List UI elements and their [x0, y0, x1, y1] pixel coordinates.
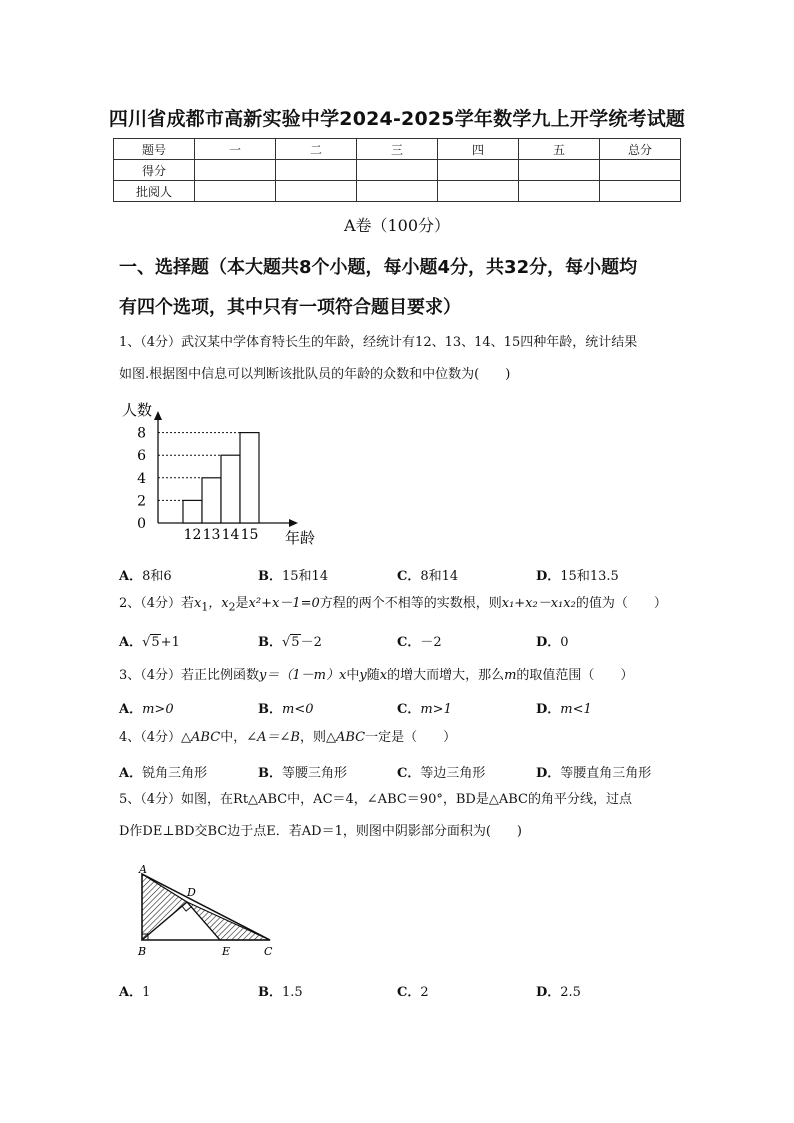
row-label: 得分	[114, 160, 195, 181]
radicand: 5	[151, 635, 160, 650]
option-label: C．	[397, 635, 421, 650]
q5-triangle-figure	[130, 860, 280, 964]
option-label: B．	[258, 702, 282, 717]
option-label: C．	[397, 569, 421, 584]
option-text: －2	[420, 635, 442, 650]
option-label: D．	[536, 635, 561, 650]
chart-xlabel: 年龄	[285, 529, 316, 547]
option-text: 1	[142, 985, 151, 1000]
score-table	[113, 138, 681, 202]
header-cell: 二	[276, 139, 357, 160]
q1-text-line1: 1、（4分）武汉某中学体育特长生的年龄，经统计有12、13、14、15四种年龄，统计结果	[119, 335, 638, 350]
q1-option-b[interactable]	[258, 565, 328, 584]
score-cell[interactable]	[276, 160, 357, 181]
q2-equation: x²+x－1=0	[248, 596, 320, 611]
q5-text-line1: 5、（4分）如图，在Rt△ABC中，AC＝4，∠ABC＝90°，BD是△ABC的角平分线，过点	[119, 792, 632, 807]
q4-triangle: △ABC	[325, 730, 366, 745]
score-row	[114, 160, 681, 181]
q4-text	[119, 723, 679, 753]
radicand: 5	[291, 635, 300, 650]
q2-num: 2、（4分）若	[119, 596, 195, 611]
q2-option-d[interactable]	[536, 631, 569, 650]
q4-part: 中，	[220, 730, 247, 745]
q2-option-a[interactable]: A．√5+1	[119, 635, 180, 650]
q4-angles: ∠A＝∠B	[246, 730, 300, 745]
q5-option-d[interactable]	[536, 981, 581, 1000]
chart-x-tick-label: 15	[240, 527, 259, 543]
q3-option-d[interactable]	[536, 698, 592, 717]
option-text: +1	[160, 635, 180, 650]
option-label: A．	[119, 635, 143, 650]
q1-option-a[interactable]	[119, 565, 172, 584]
option-text: 2	[420, 985, 429, 1000]
option-label: B．	[258, 569, 282, 584]
option-label: B．	[258, 985, 282, 1000]
q4-option-a[interactable]	[119, 762, 207, 781]
header-cell: 题号	[114, 139, 195, 160]
grader-cell[interactable]	[357, 181, 438, 202]
option-label: A．	[119, 702, 143, 717]
chart-y-tick-label: 4	[137, 470, 146, 487]
q3-function: y＝（1－m）x	[259, 668, 347, 683]
header-cell: 四	[438, 139, 519, 160]
point-label-c: C	[264, 945, 273, 958]
score-table-header-row	[114, 139, 681, 160]
q3-part: 3、（4分）若正比例函数	[119, 668, 260, 683]
q2-connector: 方程的两个不相等的实数根，则	[319, 596, 502, 611]
score-cell[interactable]	[600, 160, 681, 181]
option-label: D．	[536, 702, 561, 717]
chart-bar	[221, 455, 240, 523]
q3-option-b[interactable]	[258, 698, 314, 717]
option-text: －2	[300, 635, 322, 650]
chart-x-tick-label: 14	[221, 527, 240, 543]
q5-option-a[interactable]	[119, 981, 150, 1000]
q2-var: ，x	[208, 596, 229, 611]
header-cell: 总分	[600, 139, 681, 160]
option-text: 等腰三角形	[282, 766, 348, 781]
option-label: B．	[258, 635, 282, 650]
q1-text-line2: 如图.根据图中信息可以判断该批队员的年龄的众数和中位数为( )	[119, 367, 511, 382]
option-label: B．	[258, 766, 282, 781]
q2-var: x	[194, 596, 202, 611]
q2-option-b[interactable]: B．√5－2	[258, 635, 322, 650]
row-label: 批阅人	[114, 181, 195, 202]
option-text: 2.5	[560, 985, 581, 1000]
option-label: D．	[536, 766, 561, 781]
option-label: C．	[397, 702, 421, 717]
option-text: 8和14	[420, 569, 459, 584]
option-label: A．	[119, 985, 143, 1000]
option-label: D．	[536, 569, 561, 584]
q3-var: y	[359, 668, 367, 683]
option-text: 锐角三角形	[142, 766, 208, 781]
q3-option-c[interactable]	[397, 698, 452, 717]
q3-part: 的增大而增大，那么	[387, 668, 505, 683]
q2-expression: x₁+x₂－x₁x₂	[501, 596, 576, 611]
q3-part: 随	[366, 668, 380, 683]
option-text: 15和14	[282, 569, 329, 584]
chart-ylabel: 人数	[122, 401, 153, 419]
option-label: A．	[119, 569, 143, 584]
q5-option-b[interactable]	[258, 981, 303, 1000]
score-cell[interactable]	[519, 160, 600, 181]
option-label: C．	[397, 985, 421, 1000]
q3-part: 中	[346, 668, 360, 683]
chart-x-tick-label: 12	[183, 527, 202, 543]
chart-y-tick-label: 8	[137, 425, 146, 442]
point-label-a: A	[139, 863, 147, 876]
chart-bar	[240, 433, 259, 523]
header-cell: 三	[357, 139, 438, 160]
header-cell: 一	[195, 139, 276, 160]
option-text: m<0	[282, 702, 314, 717]
q3-var: m	[504, 668, 517, 683]
q4-option-d[interactable]	[536, 762, 651, 781]
grader-cell[interactable]	[276, 181, 357, 202]
exam-title: 四川省成都市高新实验中学2024-2025学年数学九上开学统考试题	[108, 108, 686, 130]
q1-option-c[interactable]	[397, 565, 458, 584]
part1-heading-line1: 一、选择题（本大题共8个小题，每小题4分，共32分，每小题均	[119, 257, 638, 278]
q4-part: 4、（4分）	[119, 730, 182, 745]
q2-tail: 的值为（ ）	[575, 596, 667, 611]
right-angle-mark-d	[182, 906, 191, 911]
grader-cell[interactable]	[438, 181, 519, 202]
grader-cell[interactable]	[195, 181, 276, 202]
option-text: 1.5	[282, 985, 303, 1000]
option-text: 等腰直角三角形	[560, 766, 652, 781]
chart-y-tick-label: 6	[137, 448, 146, 465]
chart-y-tick-label: 0	[137, 516, 146, 532]
q3-var: x	[379, 668, 388, 683]
option-text: 8和6	[142, 569, 172, 584]
q2-text	[119, 589, 679, 623]
grader-row	[114, 181, 681, 202]
q4-part: ，则	[299, 730, 326, 745]
chart-x-axis-arrow	[289, 519, 298, 527]
point-label-d: D	[187, 886, 196, 899]
grader-cell[interactable]	[600, 181, 681, 202]
header-cell: 五	[519, 139, 600, 160]
q1-option-d[interactable]	[536, 565, 619, 584]
q4-option-b[interactable]	[258, 762, 347, 781]
q3-option-a[interactable]	[119, 698, 174, 717]
option-text: 0	[560, 635, 569, 650]
chart-x-tick-label: 13	[202, 527, 221, 543]
q3-part: 的取值范围（ ）	[516, 668, 634, 683]
q2-sub: 1	[201, 600, 209, 614]
q4-triangle: △ABC	[181, 730, 221, 745]
section-a-title: A卷（100分）	[343, 216, 451, 235]
grader-cell[interactable]	[519, 181, 600, 202]
option-text: m>1	[420, 702, 452, 717]
q4-option-c[interactable]	[397, 762, 485, 781]
option-text: 等边三角形	[420, 766, 486, 781]
point-label-e: E	[222, 945, 231, 958]
q5-option-c[interactable]	[397, 981, 429, 1000]
chart-bar	[202, 478, 221, 523]
score-cell[interactable]	[195, 160, 276, 181]
q5-text-line2: D作DE⊥BD交BC边于点E．若AD＝1，则图中阴影部分面积为( )	[119, 824, 522, 839]
chart-y-axis-arrow	[154, 411, 162, 420]
q2-connector: 是	[235, 596, 249, 611]
option-text: m<1	[560, 702, 592, 717]
part1-heading-line2: 有四个选项，其中只有一项符合题目要求）	[119, 297, 461, 318]
score-cell[interactable]	[438, 160, 519, 181]
option-text: 15和13.5	[560, 569, 619, 584]
option-label: C．	[397, 766, 421, 781]
chart-y-tick-label: 2	[137, 493, 146, 510]
chart-bar	[183, 500, 202, 523]
q1-bar-chart	[110, 395, 330, 547]
q2-option-c[interactable]	[397, 631, 442, 650]
option-label: D．	[536, 985, 561, 1000]
q4-part: 一定是（ ）	[365, 730, 457, 745]
option-text: m>0	[142, 702, 174, 717]
score-cell[interactable]	[357, 160, 438, 181]
q3-text	[119, 661, 679, 691]
q2-sub: 2	[228, 600, 236, 614]
option-label: A．	[119, 766, 143, 781]
point-label-b: B	[138, 945, 147, 958]
